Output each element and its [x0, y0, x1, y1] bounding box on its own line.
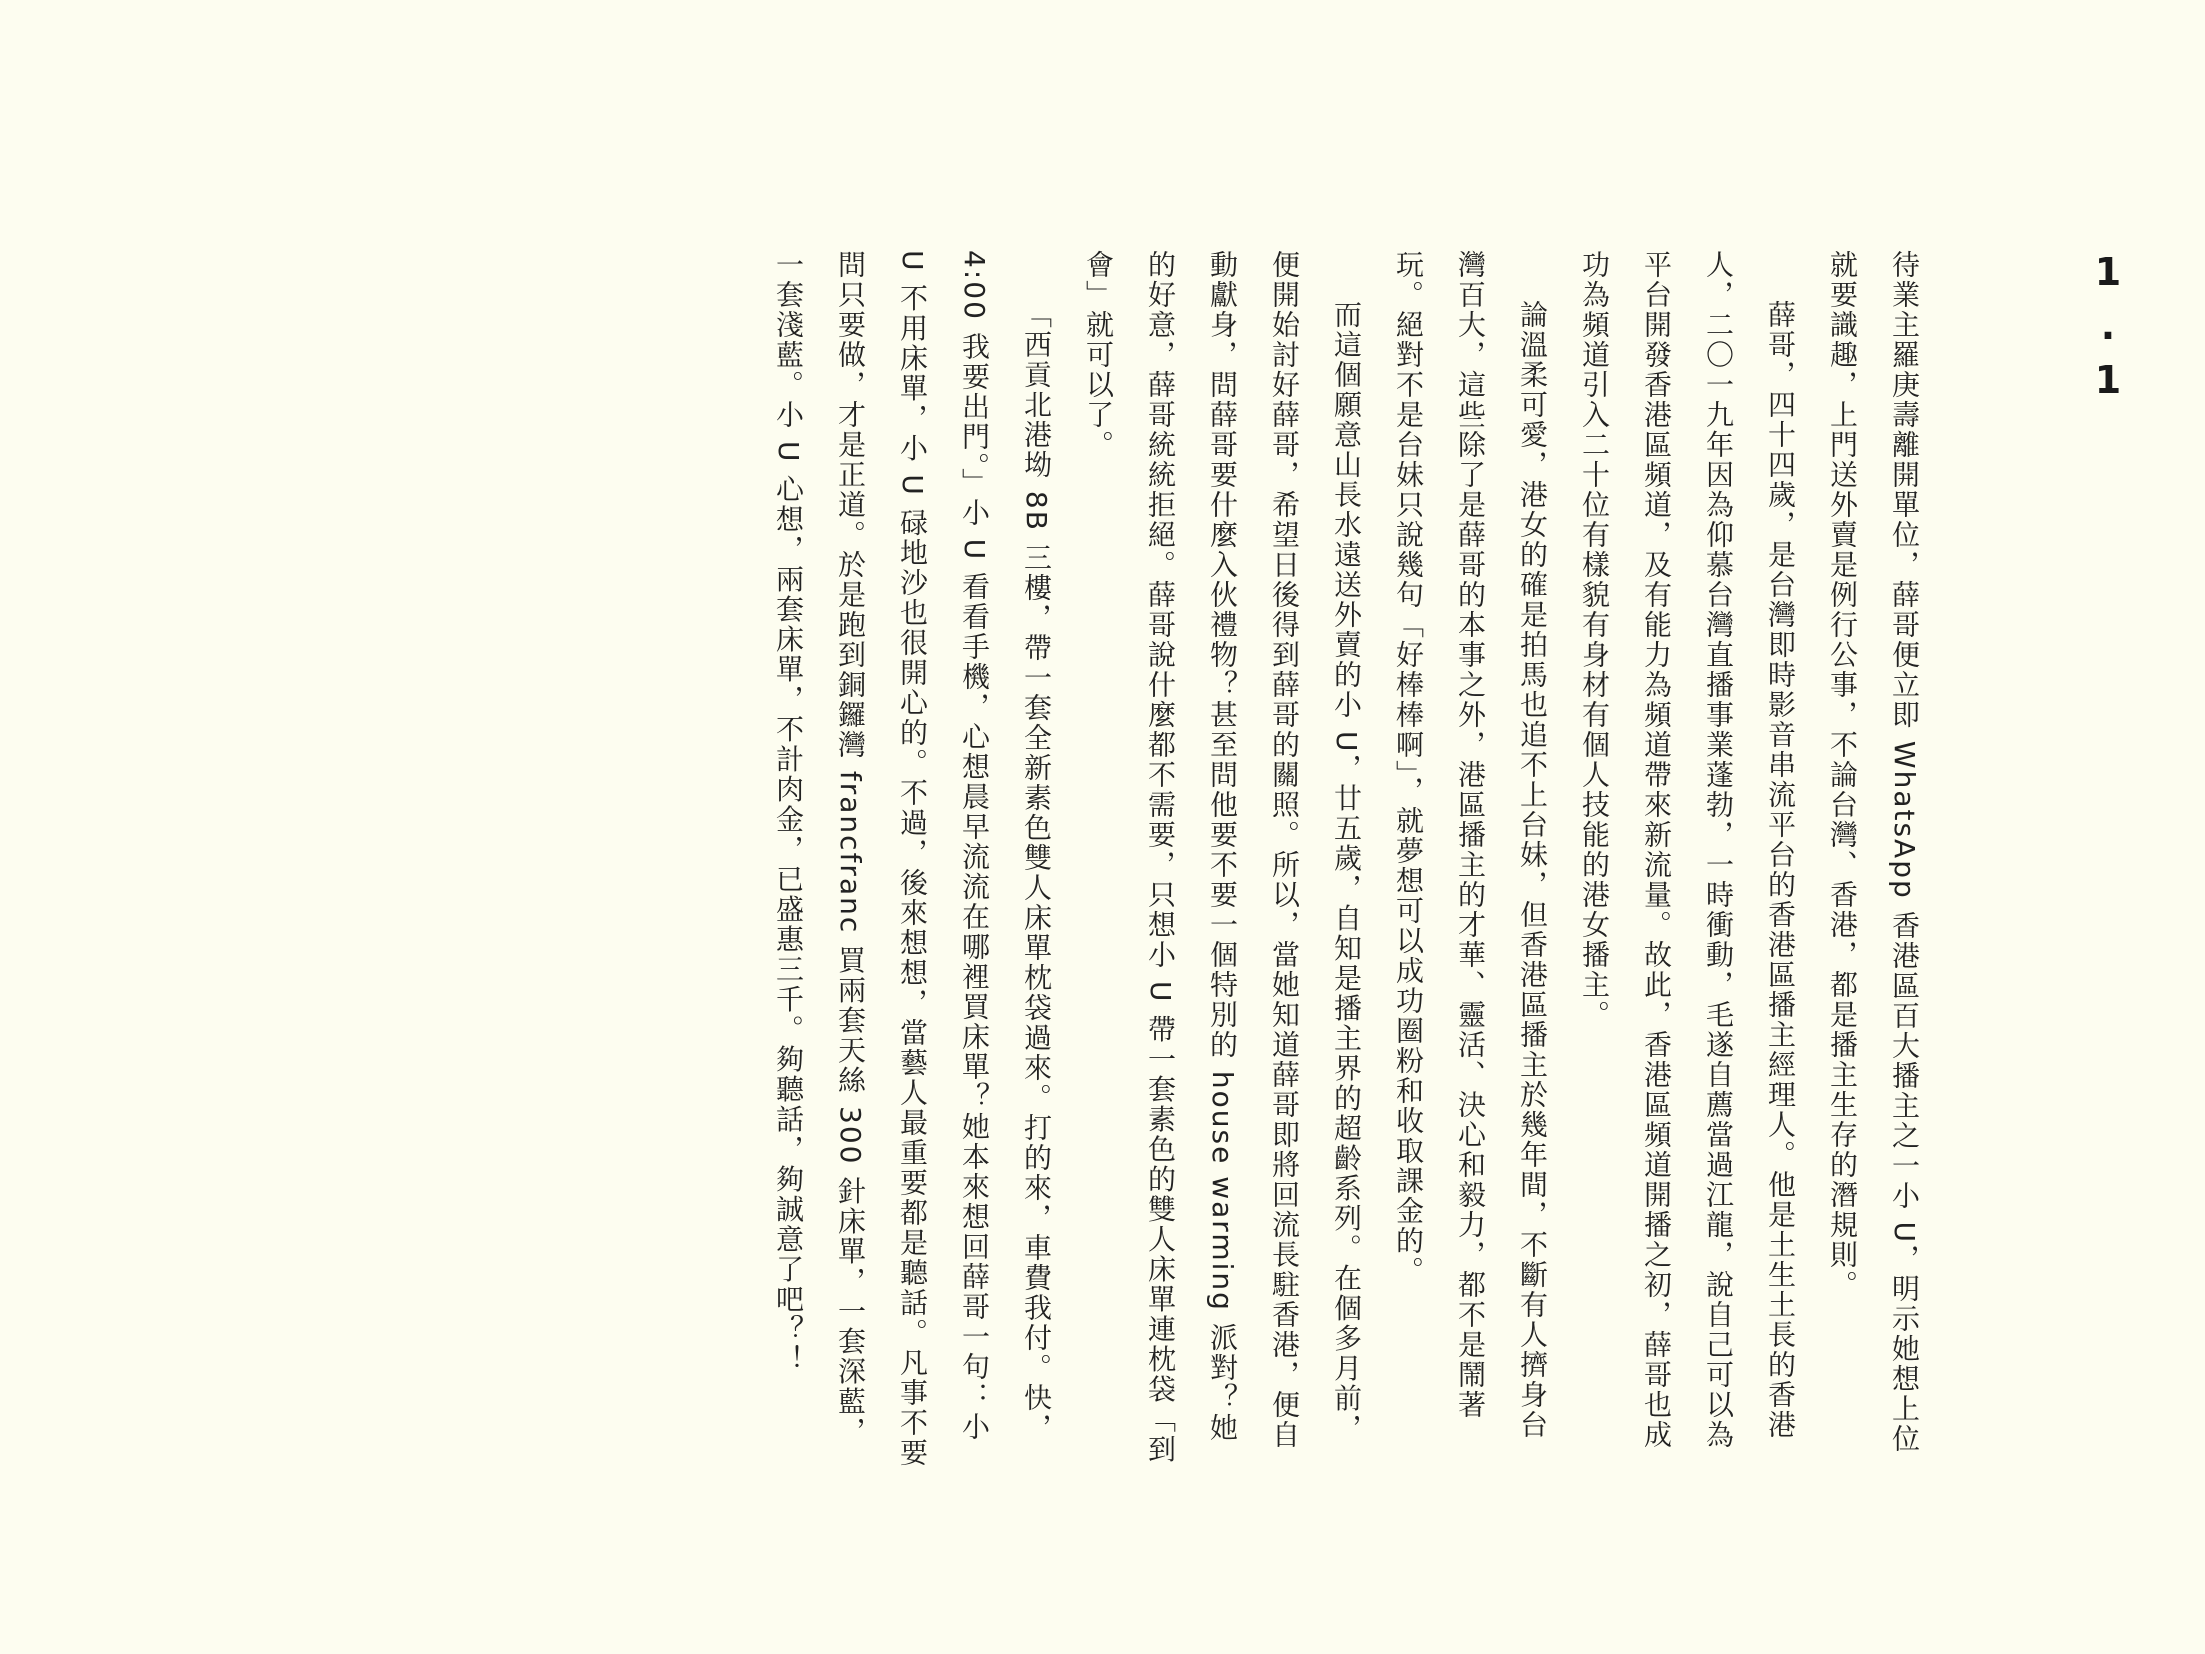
body-text [757, 250, 1935, 1470]
paragraph-5: 「西貢北港坳 8B 三樓，帶一套全新素色雙人床單枕袋過來。打的來，車費我付。快，4:00 我要出門。」小 U 看看手機，心想晨早流流在哪裡買床單？她本來想回薛哥一句：小 U 不用床單，小 U 碌地沙也很開心的。不過，後來想想，當藝人最重要都是聽話。凡事不要問只要做，才是正道。於是跑到銅鑼灣 francfranc 買兩套天絲 300 針床單，一套深藍，一套淺藍。小 U 心想，兩套床單，不計肉金，已盛惠三千。夠聽話，夠誠意了吧？！ [772, 250, 1053, 1468]
paragraph-3: 論溫柔可愛，港女的確是拍馬也追不上台妹，但香港區播主於幾年間，不斷有人擠身台灣百大，這些除了是薛哥的本事之外，港區播主的才華、靈活、決心和毅力，都不是鬧著玩。絕對不是台妹只說幾句「好棒棒啊」，就夢想可以成功圈粉和收取課金的。 [1392, 250, 1549, 1441]
paragraph-1: 待業主羅庚壽離開單位，薛哥便立即 WhatsApp 香港區百大播主之一小 U，明示她想上位就要識趣，上門送外賣是例行公事，不論台灣、香港，都是播主生存的潛規則。 [1826, 250, 1921, 1455]
page-number: 1.1 [2086, 250, 2130, 412]
paragraph-4: 而這個願意山長水遠送外賣的小 U，廿五歲，自知是播主界的超齡系列。在個多月前，便開始討好薛哥，希望日後得到薛哥的關照。所以，當她知道薛哥即將回流長駐香港，便自動獻身，問薛哥要什麼入伙禮物？甚至問他要不要一個特別的 house warming 派對？她的好意，薛哥統統拒絕。薛哥說什麼都不需要，只想小 U 帶一套素色的雙人床單連枕袋「到會」就可以了。 [1082, 250, 1363, 1465]
paragraph-2: 薛哥，四十四歲，是台灣即時影音串流平台的香港區播主經理人。他是土生土長的香港人，二〇一九年因為仰慕台灣直播事業蓬勃，一時衝動，毛遂自薦當過江龍，說自己可以為平台開發香港區頻道，及有能力為頻道帶來新流量。故此，香港區頻道開播之初，薛哥也成功為頻道引入二十位有樣貌有身材有個人技能的港女播主。 [1578, 250, 1797, 1450]
